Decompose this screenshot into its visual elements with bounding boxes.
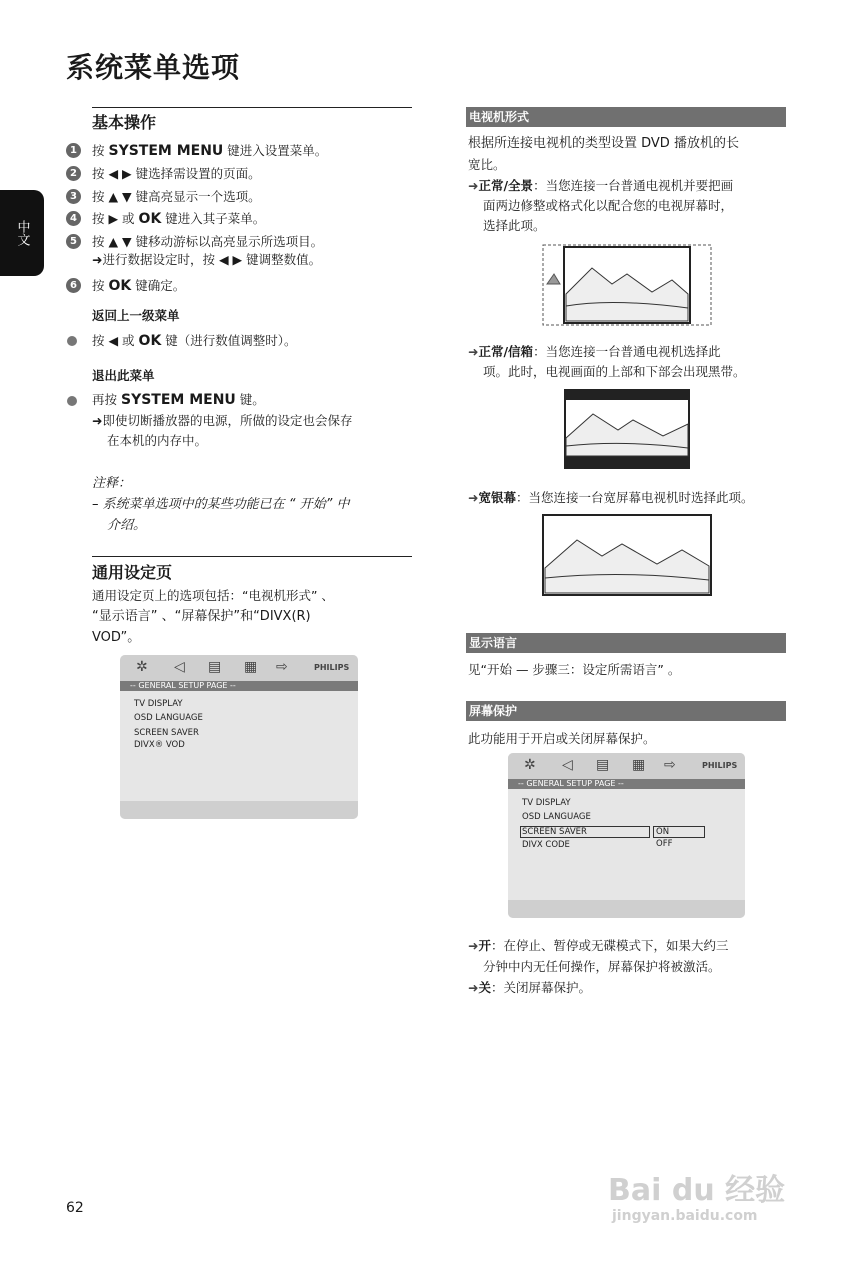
tv-option-panscan: 面两边修整或格式化以配合您的电视屏幕时，	[483, 198, 734, 213]
speaker-icon: ◁	[174, 659, 185, 675]
step-1-text: 按 SYSTEM MENU 键进入设置菜单。	[92, 143, 328, 159]
return-heading: 返回上一级菜单	[92, 308, 180, 323]
menu-item-tv-display: TV DISPLAY	[522, 798, 571, 808]
step-3-number: 3	[66, 189, 81, 204]
grid-icon: ▦	[632, 757, 646, 773]
menu-icon-bar	[508, 753, 745, 779]
step-2-text: 按 ◀ ▶ 键选择需设置的页面。	[92, 166, 261, 181]
exit-arrow-icon: ⇨	[276, 659, 288, 675]
exit-arrow-icon: ⇨	[664, 757, 676, 773]
brand-logo: PHILIPS	[702, 761, 738, 770]
general-text: “显示语言” 、“屏幕保护”和“DIVX(R)	[92, 609, 311, 624]
menu-icon-bar	[120, 655, 358, 681]
general-text: 通用设定页上的选项包括：“电视机形式” 、	[92, 588, 334, 603]
osd-language-bar: 显示语言	[466, 633, 786, 653]
saver-off-text: ➜关：关闭屏幕保护。	[468, 980, 592, 995]
menu-item-divx-code: DIVX CODE	[522, 840, 570, 850]
screen-saver-text: 此功能用于开启或关闭屏幕保护。	[468, 731, 656, 746]
gear-icon: ✲	[136, 659, 148, 675]
gear-icon: ✲	[524, 757, 536, 773]
bullet	[67, 336, 77, 346]
menu-item-osd-language: OSD LANGUAGE	[522, 812, 591, 822]
tv-option-letterbox: 项。此时，电视画面的上部和下部会出现黑带。	[483, 364, 746, 379]
tv-text: 根据所连接电视机的类型设置 DVD 播放机的长	[468, 136, 739, 151]
step-2-number: 2	[66, 166, 81, 181]
brand-logo: PHILIPS	[314, 663, 350, 672]
basic-heading: 基本操作	[92, 113, 157, 132]
menu-footer	[508, 900, 745, 918]
saver-on-text: 分钟中内无任何操作，屏幕保护将被激活。	[483, 959, 721, 974]
note-text: – 系统菜单选项中的某些功能已在 “ 开始” 中	[92, 497, 350, 512]
watermark-url: jingyan.baidu.com	[612, 1208, 758, 1224]
panscan-illustration	[542, 244, 712, 326]
letterbox-illustration	[563, 388, 691, 470]
speaker-icon: ◁	[562, 757, 573, 773]
step-6-number: 6	[66, 278, 81, 293]
general-text: VOD”。	[92, 630, 141, 645]
general-heading: 通用设定页	[92, 563, 173, 582]
option-on: ON	[656, 827, 670, 837]
screen-saver-bar: 屏幕保护	[466, 701, 786, 721]
saver-on-text: ➜开：在停止、暂停或无碟模式下，如果大约三	[468, 938, 729, 953]
exit-subtext: 在本机的内存中。	[107, 433, 208, 448]
exit-subtext: ➜即使切断播放器的电源，所做的设定也会保存	[92, 413, 353, 428]
menu-item-divx-vod: DIVX® VOD	[134, 740, 185, 750]
step-5-subtext: ➜进行数据设定时，按 ◀ ▶ 键调整数值。	[92, 252, 322, 267]
tv-option-panscan: 选择此项。	[483, 218, 546, 233]
step-4-number: 4	[66, 211, 81, 226]
widescreen-illustration	[542, 514, 712, 596]
screen-saver-menu-screen	[508, 753, 745, 918]
general-setup-menu-screen	[120, 655, 358, 819]
exit-text: 再按 SYSTEM MENU 键。	[92, 392, 265, 408]
menu-item-osd-language: OSD LANGUAGE	[134, 713, 203, 723]
option-off: OFF	[656, 839, 673, 849]
display-icon: ▤	[596, 757, 610, 773]
display-icon: ▤	[208, 659, 222, 675]
return-text: 按 ◀ 或 OK 键（进行数值调整时）。	[92, 333, 297, 349]
rule-basic	[92, 107, 412, 108]
step-4-text: 按 ▶ 或 OK 键进入其子菜单。	[92, 211, 266, 227]
step-6-text: 按 OK 键确定。	[92, 278, 186, 294]
watermark-logo: Bai du 经验	[608, 1173, 786, 1208]
menu-item-tv-display: TV DISPLAY	[134, 699, 183, 709]
step-1-number: 1	[66, 143, 81, 158]
rule-general	[92, 556, 412, 557]
osd-language-text: 见“开始 — 步骤三：设定所需语言” 。	[468, 662, 681, 677]
menu-footer	[120, 801, 358, 819]
page-number: 62	[66, 1200, 84, 1216]
tv-option-panscan: ➜正常/全景：当您连接一台普通电视机并要把画	[468, 178, 734, 193]
menu-item-screen-saver: SCREEN SAVER	[134, 728, 199, 738]
language-tab: 中文	[0, 190, 44, 276]
grid-icon: ▦	[244, 659, 258, 675]
menu-item-screen-saver: SCREEN SAVER	[522, 827, 587, 837]
step-5-text: 按 ▲ ▼ 键移动游标以高亮显示所选项目。	[92, 234, 324, 249]
note-label: 注释：	[92, 476, 132, 491]
tv-text: 宽比。	[468, 157, 506, 172]
note-text: 介绍。	[107, 518, 147, 533]
tv-display-bar: 电视机形式	[466, 107, 786, 127]
step-5-number: 5	[66, 234, 81, 249]
page-title: 系统菜单选项	[66, 51, 241, 84]
step-3-text: 按 ▲ ▼ 键高亮显示一个选项。	[92, 189, 261, 204]
bullet	[67, 396, 77, 406]
exit-heading: 退出此菜单	[92, 368, 155, 383]
menu-page-strip: -- GENERAL SETUP PAGE --	[508, 779, 745, 789]
tv-option-widescreen: ➜宽银幕：当您连接一台宽屏幕电视机时选择此项。	[468, 490, 754, 505]
tv-option-letterbox: ➜正常/信箱：当您连接一台普通电视机选择此	[468, 344, 721, 359]
menu-page-strip: -- GENERAL SETUP PAGE --	[120, 681, 358, 691]
